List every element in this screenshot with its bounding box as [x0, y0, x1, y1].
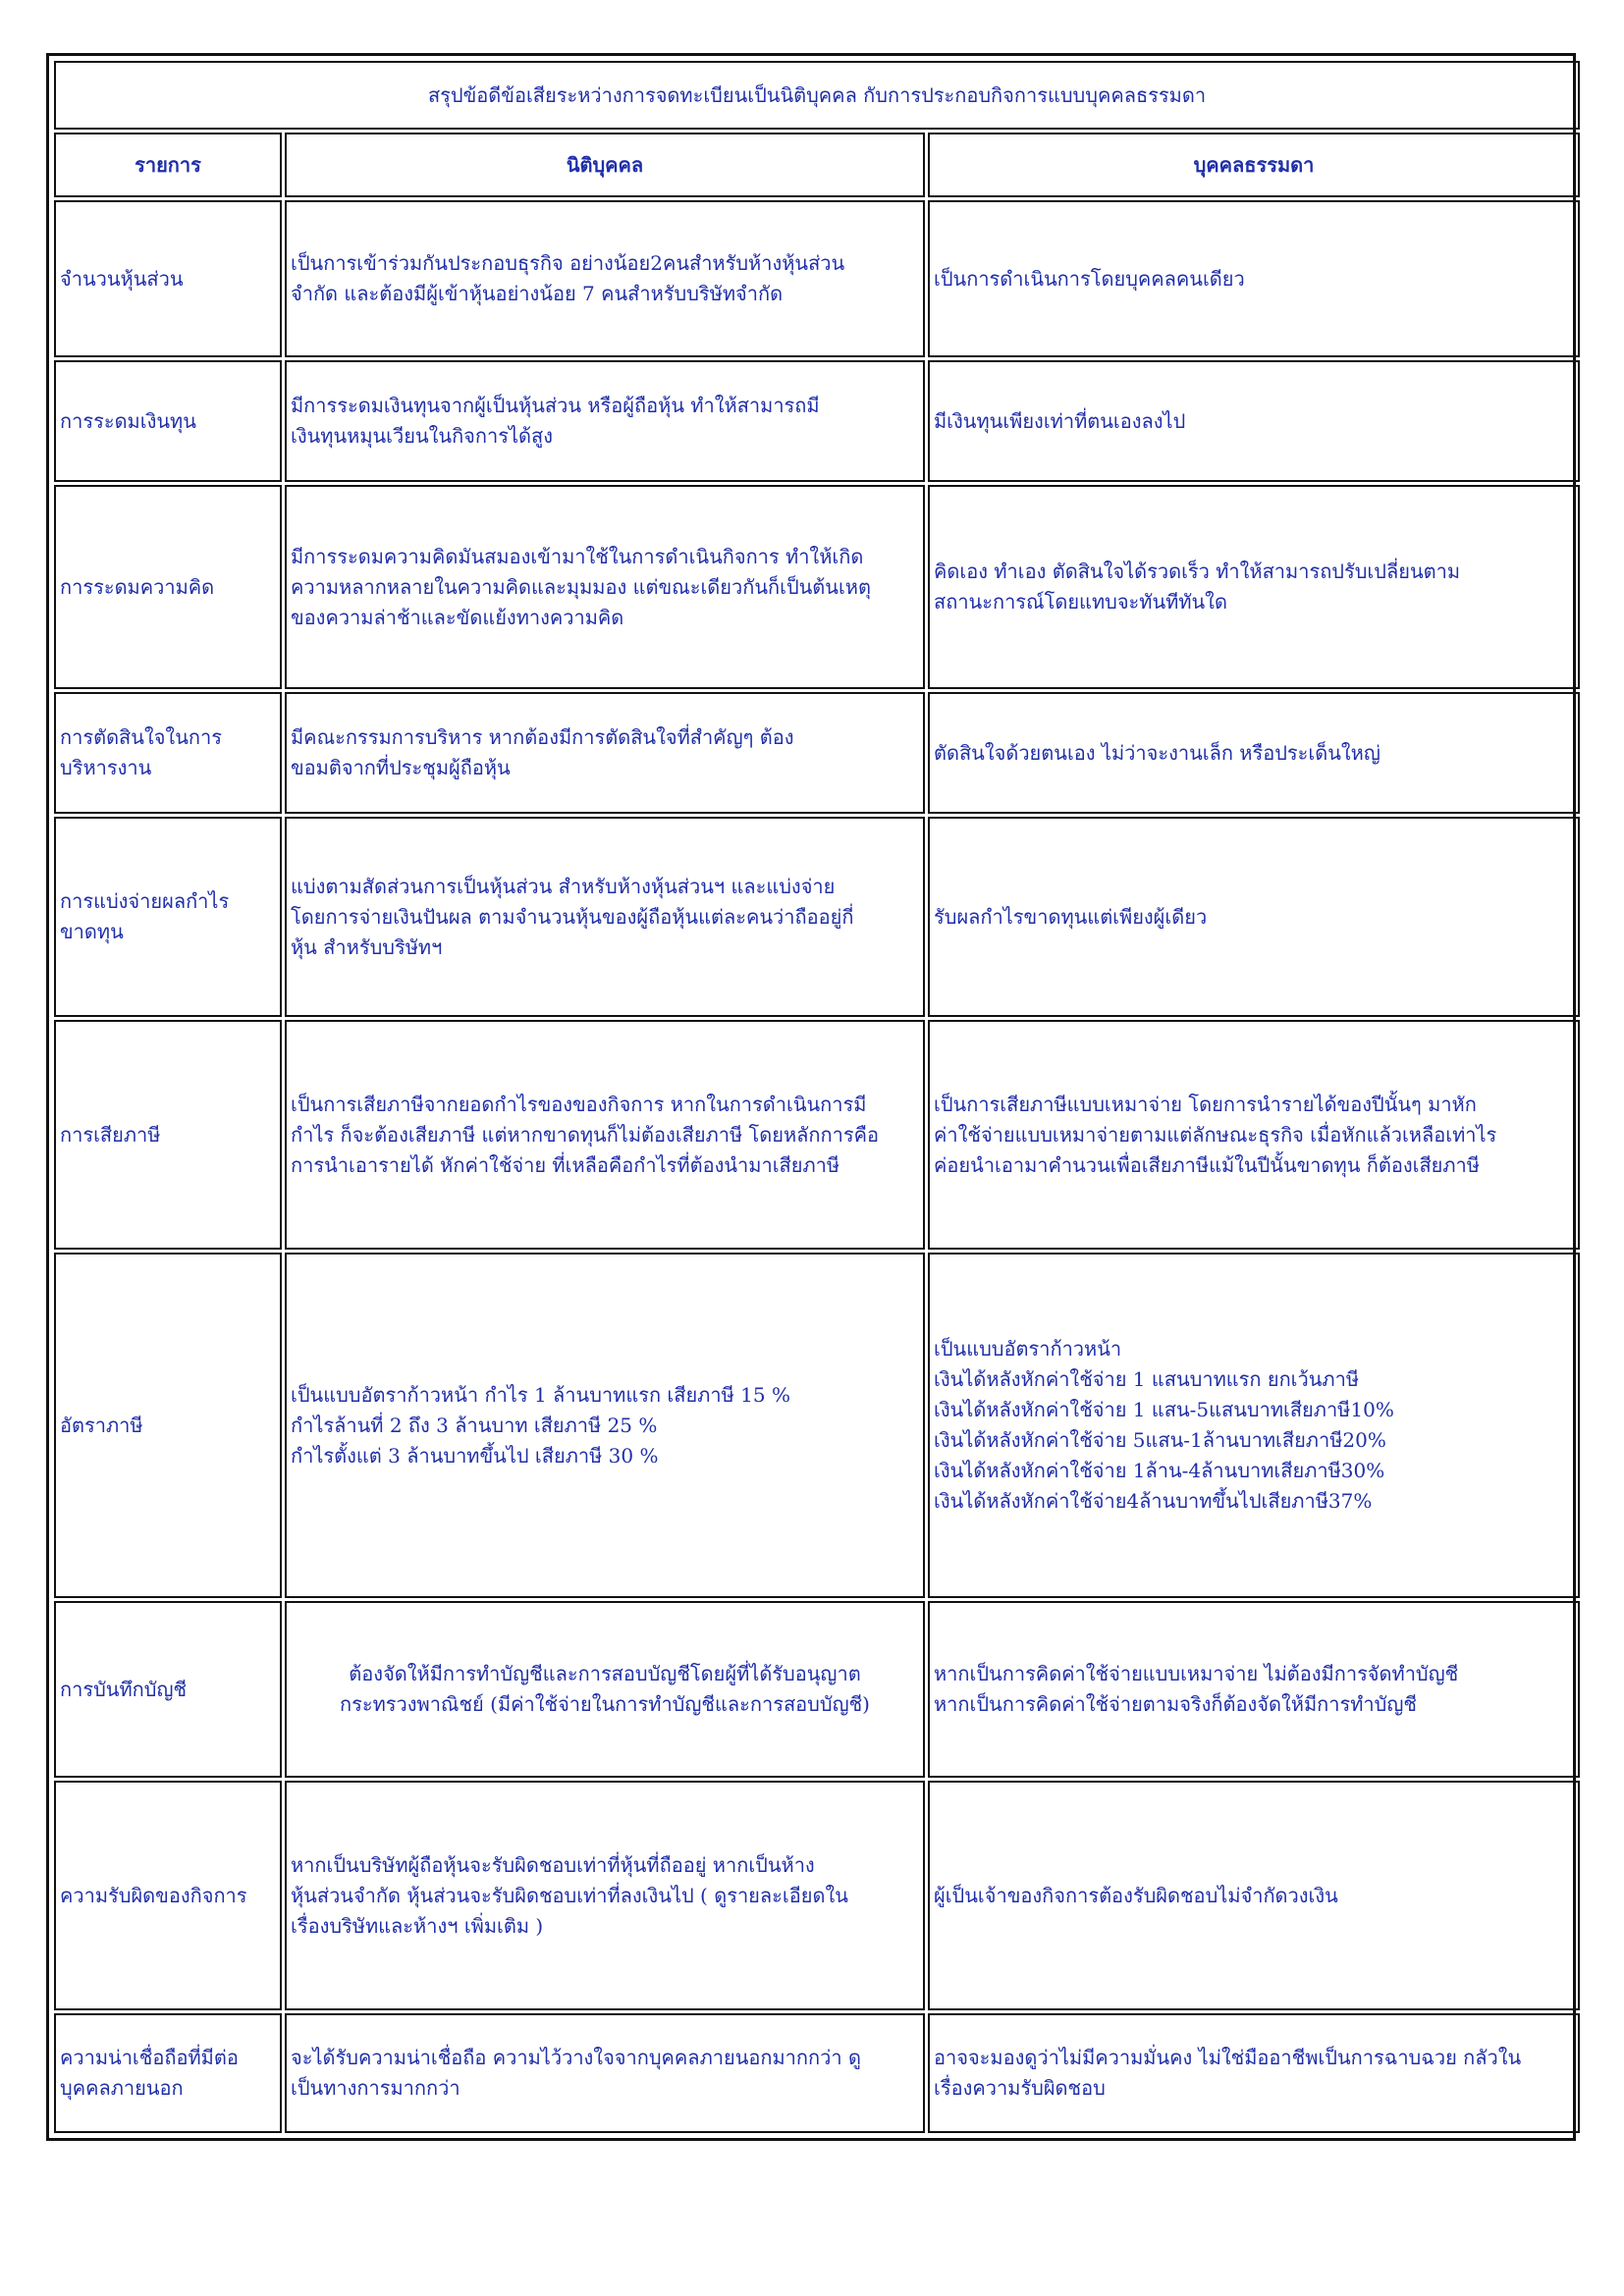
text-line: แบ่งตามสัดส่วนการเป็นหุ้นส่วน สำหรับห้างหุ้นส่วนฯ และแบ่งจ่าย: [291, 874, 836, 898]
text-line: เงินได้หลังหักค่าใช้จ่าย 1 แสนบาทแรก ยกเว้นภาษี: [934, 1367, 1360, 1391]
text-line: เรื่องความรับผิดชอบ: [934, 2076, 1106, 2100]
row-topic: [54, 360, 282, 482]
row-topic: [54, 200, 282, 357]
table-row: [54, 360, 1580, 482]
table-row: [54, 692, 1580, 814]
row-juristic: [285, 1601, 925, 1778]
row-juristic: [285, 2013, 925, 2133]
header-juristic-person: นิติบุคคล: [285, 133, 925, 197]
table-row: [54, 817, 1580, 1017]
text-line: ขอมติจากที่ประชุมผู้ถือหุ้น: [291, 756, 511, 779]
text-line: เงินได้หลังหักค่าใช้จ่าย4ล้านบาทขึ้นไปเสียภาษี37%: [934, 1489, 1373, 1513]
table-row: [54, 1781, 1580, 2010]
text-line: ความหลากหลายในความคิดและมุมมอง แต่ขณะเดียวกันก็เป็นต้นเหตุ: [291, 574, 871, 599]
text-line: เป็นแบบอัตราก้าวหน้า กำไร 1 ล้านบาทแรก เสียภาษี 15 %: [291, 1382, 790, 1407]
text-line: ตัดสินใจด้วยตนเอง ไม่ว่าจะงานเล็ก หรือประเด็นใหญ่: [934, 740, 1380, 765]
text-line: กำไรล้านที่ 2 ถึง 3 ล้านบาท เสียภาษี 25 %: [291, 1413, 658, 1437]
row-natural: [928, 2013, 1580, 2133]
row-topic: [54, 485, 282, 689]
text-line: มีการระดมเงินทุนจากผู้เป็นหุ้นส่วน หรือผู้ถือหุ้น ทำให้สามารถมี: [291, 394, 820, 417]
text-line: กำไร ก็จะต้องเสียภาษี แต่หากขาดทุนก็ไม่ต้องเสียภาษี โดยหลักการคือ: [291, 1122, 880, 1147]
row-juristic: [285, 485, 925, 689]
row-juristic: [285, 200, 925, 357]
text-line: เงินได้หลังหักค่าใช้จ่าย 5แสน-1ล้านบาทเสียภาษี20%: [934, 1428, 1386, 1452]
text-line: มีการระดมความคิดมันสมองเข้ามาใช้ในการดำเนินกิจการ ทำให้เกิด: [291, 544, 864, 568]
text-line: ต้องจัดให้มีการทำบัญชีและการสอบบัญชีโดยผู้ที่ได้รับอนุญาต: [349, 1662, 861, 1685]
row-juristic: [285, 360, 925, 482]
text-line: เงินได้หลังหักค่าใช้จ่าย 1ล้าน-4ล้านบาทเสียภาษี30%: [934, 1459, 1385, 1482]
text-line: เป็นการเสียภาษีจากยอดกำไรของของกิจการ หากในการดำเนินการมี: [291, 1092, 867, 1116]
row-juristic: [285, 1781, 925, 2010]
text-line: ของความล่าช้าและขัดแย้งทางความคิด: [291, 605, 624, 629]
header-topic: รายการ: [54, 133, 282, 197]
row-natural: [928, 692, 1580, 814]
row-natural: [928, 1253, 1580, 1598]
text-line: การตัดสินใจในการ: [60, 725, 222, 749]
row-topic: [54, 692, 282, 814]
row-natural: [928, 360, 1580, 482]
text-line: เงินทุนหมุนเวียนในกิจการได้สูง: [291, 424, 553, 448]
text-line: โดยการจ่ายเงินปันผล ตามจำนวนหุ้นของผู้ถือหุ้นแต่ละคนว่าถืออยู่กี่: [291, 904, 854, 929]
text-line: ผู้เป็นเจ้าของกิจการต้องรับผิดชอบไม่จำกัดวงเงิน: [934, 1883, 1338, 1907]
text-line: เป็นการเข้าร่วมกันประกอบธุรกิจ อย่างน้อย2คนสำหรับห้างหุ้นส่วน: [291, 251, 845, 275]
table-row: [54, 1601, 1580, 1778]
text-line: กระทรวงพาณิชย์ (มีค่าใช้จ่ายในการทำบัญชีและการสอบบัญชี): [340, 1692, 870, 1716]
row-natural: [928, 817, 1580, 1017]
row-topic: [54, 1253, 282, 1598]
text-line: รับผลกำไรขาดทุนแต่เพียงผู้เดียว: [934, 904, 1208, 929]
text-line: บริหารงาน: [60, 756, 152, 779]
text-line: เรื่องบริษัทและห้างฯ เพิ่มเติม ): [291, 1913, 544, 1938]
table-row: [54, 485, 1580, 689]
text-line: กำไรตั้งแต่ 3 ล้านบาทขึ้นไป เสียภาษี 30 %: [291, 1443, 659, 1468]
text-line: มีเงินทุนเพียงเท่าที่ตนเองลงไป: [934, 408, 1186, 433]
row-topic: [54, 1781, 282, 2010]
text-line: การระดมความคิด: [60, 574, 215, 599]
text-line: เป็นการเสียภาษีแบบเหมาจ่าย โดยการนำรายได้ของปีนั้นๆ มาหัก: [934, 1092, 1477, 1116]
text-line: ค่าใช้จ่ายแบบเหมาจ่ายตามแต่ลักษณะธุรกิจ เมื่อหักแล้วเหลือเท่าไร: [934, 1122, 1497, 1147]
row-juristic: [285, 1020, 925, 1250]
row-topic: [54, 1020, 282, 1250]
text-line: หากเป็นการคิดค่าใช้จ่ายตามจริงก็ต้องจัดให้มีการทำบัญชี: [934, 1692, 1417, 1716]
text-line: การระดมเงินทุน: [60, 408, 196, 433]
text-line: อัตราภาษี: [60, 1413, 143, 1437]
row-topic: [54, 817, 282, 1017]
header-natural-person: บุคคลธรรมดา: [928, 133, 1580, 197]
text-line: หากเป็นบริษัทผู้ถือหุ้นจะรับผิดชอบเท่าที่หุ้นที่ถืออยู่ หากเป็นห้าง: [291, 1852, 815, 1877]
table-row: [54, 200, 1580, 357]
table-row: [54, 2013, 1580, 2133]
row-natural: [928, 1781, 1580, 2010]
text-line: การนำเอารายได้ หักค่าใช้จ่าย ที่เหลือคือกำไรที่ต้องนำมาเสียภาษี: [291, 1152, 840, 1177]
text-line: จำกัด และต้องมีผู้เข้าหุ้นอย่างน้อย 7 คนสำหรับบริษัทจำกัด: [291, 282, 784, 305]
text-line: ค่อยนำเอามาคำนวนเพื่อเสียภาษีแม้ในปีนั้นขาดทุน ก็ต้องเสียภาษี: [934, 1152, 1480, 1177]
row-topic: [54, 1601, 282, 1778]
text-line: เป็นการดำเนินการโดยบุคคลคนเดียว: [934, 266, 1245, 291]
table-body: [54, 200, 1580, 2133]
text-line: คิดเอง ทำเอง ตัดสินใจได้รวดเร็ว ทำให้สามารถปรับเปลี่ยนตาม: [934, 560, 1461, 583]
text-line: เป็นแบบอัตราก้าวหน้า: [934, 1337, 1122, 1361]
text-line: หุ้น สำหรับบริษัทฯ: [291, 934, 443, 959]
row-natural: [928, 200, 1580, 357]
row-juristic: [285, 1253, 925, 1598]
table-row: [54, 1020, 1580, 1250]
row-juristic: [285, 692, 925, 814]
row-topic: [54, 2013, 282, 2133]
row-natural: [928, 1601, 1580, 1778]
row-juristic: [285, 817, 925, 1017]
text-line: ขาดทุน: [60, 920, 124, 943]
text-line: ความน่าเชื่อถือที่มีต่อ: [60, 2046, 239, 2069]
text-line: อาจจะมองดูว่าไม่มีความมั่นคง ไม่ใช่มืออาชีพเป็นการฉาบฉวย กลัวใน: [934, 2046, 1522, 2069]
text-line: มีคณะกรรมการบริหาร หากต้องมีการตัดสินใจที่สำคัญๆ ต้อง: [291, 725, 794, 749]
text-line: การบันทึกบัญชี: [60, 1677, 188, 1701]
text-line: หากเป็นการคิดค่าใช้จ่ายแบบเหมาจ่าย ไม่ต้องมีการจัดทำบัญชี: [934, 1662, 1459, 1685]
row-natural: [928, 485, 1580, 689]
table-title: สรุปข้อดีข้อเสียระหว่างการจดทะเบียนเป็นนิติบุคคล กับการประกอบกิจการแบบบุคคลธรรมดา: [54, 61, 1580, 130]
text-line: หุ้นส่วนจำกัด หุ้นส่วนจะรับผิดชอบเท่าที่ลงเงินไป ( ดูรายละเอียดใน: [291, 1883, 848, 1907]
text-line: เป็นทางการมากกว่า: [291, 2076, 460, 2100]
text-line: เงินได้หลังหักค่าใช้จ่าย 1 แสน-5แสนบาทเสียภาษี10%: [934, 1398, 1394, 1421]
text-line: การแบ่งจ่ายผลกำไร: [60, 889, 230, 913]
text-line: บุคคลภายนอก: [60, 2076, 184, 2100]
row-natural: [928, 1020, 1580, 1250]
table-row: [54, 1253, 1580, 1598]
text-line: ความรับผิดของกิจการ: [60, 1883, 247, 1907]
text-line: การเสียภาษี: [60, 1122, 161, 1147]
comparison-table-frame: [46, 53, 1576, 2141]
text-line: สถานะการณ์โดยแทบจะทันทีทันใด: [934, 590, 1227, 614]
text-line: จะได้รับความน่าเชื่อถือ ความไว้วางใจจากบุคคลภายนอกมากกว่า ดู: [291, 2046, 861, 2069]
text-line: จำนวนหุ้นส่วน: [60, 266, 184, 291]
comparison-table: [51, 58, 1583, 2136]
